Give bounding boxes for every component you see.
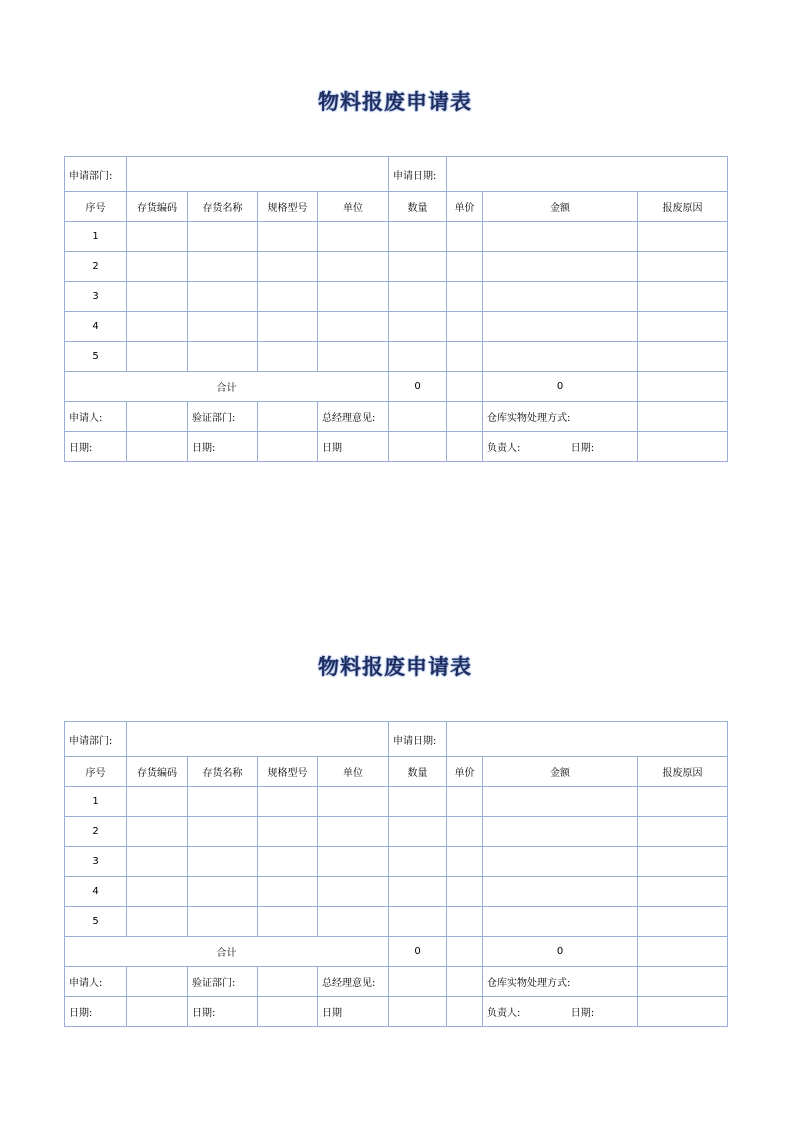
apply-date-field[interactable] — [447, 157, 728, 192]
cell-unit-price[interactable] — [447, 847, 483, 877]
cell-item-code[interactable] — [127, 877, 188, 907]
gm-date-label: 日期 — [318, 432, 389, 462]
row-number: 5 — [65, 342, 127, 372]
total-amount: 0 — [483, 372, 638, 402]
apply-info-row — [65, 157, 728, 192]
table-row — [65, 222, 728, 252]
cell-item-name[interactable] — [188, 282, 258, 312]
row-number: 2 — [65, 817, 127, 847]
total-amount: 0 — [483, 937, 638, 967]
verify-date-label: 日期: — [188, 432, 258, 462]
cell-spec[interactable] — [258, 787, 318, 817]
gm-opinion-field-extra[interactable] — [447, 967, 483, 997]
cell-quantity[interactable] — [389, 877, 447, 907]
table-row — [65, 312, 728, 342]
header-spec: 规格型号 — [258, 757, 318, 787]
cell-unit-price[interactable] — [447, 282, 483, 312]
cell-unit[interactable] — [318, 787, 389, 817]
cell-reason[interactable] — [638, 342, 728, 372]
cell-unit-price[interactable] — [447, 342, 483, 372]
row-number: 4 — [65, 877, 127, 907]
responsible-cell — [483, 432, 638, 462]
total-quantity: 0 — [389, 937, 447, 967]
header-unit: 单位 — [318, 757, 389, 787]
table-row — [65, 907, 728, 937]
apply-dept-label: 申请部门: — [65, 722, 127, 757]
total-row — [65, 372, 728, 402]
cell-unit-price[interactable] — [447, 252, 483, 282]
responsible-label: 负责人: — [487, 443, 521, 454]
cell-reason[interactable] — [638, 847, 728, 877]
table-row — [65, 787, 728, 817]
apply-date-label: 申请日期: — [389, 157, 447, 192]
header-amount: 金额 — [483, 192, 638, 222]
apply-dept-field[interactable] — [127, 722, 389, 757]
approval-row — [65, 402, 728, 432]
cell-unit[interactable] — [318, 907, 389, 937]
cell-unit-price[interactable] — [447, 222, 483, 252]
total-reason — [638, 937, 728, 967]
cell-unit-price[interactable] — [447, 877, 483, 907]
cell-unit-price[interactable] — [447, 907, 483, 937]
table-row — [65, 282, 728, 312]
cell-unit-price[interactable] — [447, 817, 483, 847]
form-table — [64, 156, 728, 462]
warehouse-date-label: 日期: — [570, 1008, 595, 1019]
cell-unit-price[interactable] — [447, 787, 483, 817]
cell-reason[interactable] — [638, 877, 728, 907]
cell-reason[interactable] — [638, 252, 728, 282]
cell-item-code[interactable] — [127, 907, 188, 937]
row-number: 1 — [65, 787, 127, 817]
cell-quantity[interactable] — [389, 222, 447, 252]
cell-unit[interactable] — [318, 817, 389, 847]
header-item-name: 存货名称 — [188, 757, 258, 787]
applicant-field[interactable] — [127, 967, 188, 997]
applicant-date-label: 日期: — [65, 997, 127, 1027]
warehouse-date-label: 日期: — [570, 443, 595, 454]
header-unit: 单位 — [318, 192, 389, 222]
cell-spec[interactable] — [258, 222, 318, 252]
form-title: 物料报废申请表 — [318, 655, 472, 679]
warehouse-date-field[interactable] — [638, 432, 728, 462]
gm-date-field-extra[interactable] — [447, 432, 483, 462]
cell-unit[interactable] — [318, 342, 389, 372]
verify-date-field[interactable] — [258, 997, 318, 1027]
cell-spec[interactable] — [258, 342, 318, 372]
cell-spec[interactable] — [258, 817, 318, 847]
apply-dept-label: 申请部门: — [65, 157, 127, 192]
cell-item-name[interactable] — [188, 907, 258, 937]
cell-item-code[interactable] — [127, 817, 188, 847]
total-quantity: 0 — [389, 372, 447, 402]
form-table — [64, 721, 728, 1027]
applicant-date-field[interactable] — [127, 432, 188, 462]
cell-amount[interactable] — [483, 877, 638, 907]
applicant-label: 申请人: — [65, 967, 127, 997]
total-label: 合计 — [65, 372, 389, 402]
total-row — [65, 937, 728, 967]
cell-item-code[interactable] — [127, 222, 188, 252]
cell-item-code[interactable] — [127, 252, 188, 282]
header-item-code: 存货编码 — [127, 192, 188, 222]
cell-reason[interactable] — [638, 312, 728, 342]
cell-quantity[interactable] — [389, 252, 447, 282]
cell-unit[interactable] — [318, 222, 389, 252]
verify-date-field[interactable] — [258, 432, 318, 462]
cell-unit[interactable] — [318, 252, 389, 282]
date-row — [65, 432, 728, 462]
warehouse-handling-field[interactable] — [638, 402, 728, 432]
header-row — [65, 757, 728, 787]
gm-date-field[interactable] — [389, 997, 447, 1027]
cell-amount[interactable] — [483, 282, 638, 312]
date-row — [65, 997, 728, 1027]
responsible-label: 负责人: — [487, 1008, 521, 1019]
table-row — [65, 252, 728, 282]
gm-opinion-label: 总经理意见: — [318, 402, 389, 432]
cell-reason[interactable] — [638, 817, 728, 847]
cell-amount[interactable] — [483, 222, 638, 252]
cell-unit[interactable] — [318, 877, 389, 907]
cell-reason[interactable] — [638, 222, 728, 252]
header-unit-price: 单价 — [447, 192, 483, 222]
responsible-cell — [483, 997, 638, 1027]
verify-dept-label: 验证部门: — [188, 402, 258, 432]
table-row — [65, 847, 728, 877]
header-spec: 规格型号 — [258, 192, 318, 222]
header-item-name: 存货名称 — [188, 192, 258, 222]
header-amount: 金额 — [483, 757, 638, 787]
cell-reason[interactable] — [638, 787, 728, 817]
applicant-label: 申请人: — [65, 402, 127, 432]
header-seq: 序号 — [65, 192, 127, 222]
verify-dept-label: 验证部门: — [188, 967, 258, 997]
header-unit-price: 单价 — [447, 757, 483, 787]
cell-unit[interactable] — [318, 282, 389, 312]
total-reason — [638, 372, 728, 402]
header-item-code: 存货编码 — [127, 757, 188, 787]
cell-spec[interactable] — [258, 877, 318, 907]
cell-item-name[interactable] — [188, 252, 258, 282]
verify-date-label: 日期: — [188, 997, 258, 1027]
cell-item-code[interactable] — [127, 342, 188, 372]
cell-item-code[interactable] — [127, 847, 188, 877]
total-label: 合计 — [65, 937, 389, 967]
header-seq: 序号 — [65, 757, 127, 787]
apply-date-field[interactable] — [447, 722, 728, 757]
cell-item-name[interactable] — [188, 222, 258, 252]
gm-opinion-field-extra[interactable] — [447, 402, 483, 432]
cell-spec[interactable] — [258, 907, 318, 937]
apply-date-label: 申请日期: — [389, 722, 447, 757]
cell-unit[interactable] — [318, 312, 389, 342]
warehouse-handling-field[interactable] — [638, 967, 728, 997]
row-number: 1 — [65, 222, 127, 252]
gm-date-label: 日期 — [318, 997, 389, 1027]
table-row — [65, 342, 728, 372]
cell-unit[interactable] — [318, 847, 389, 877]
warehouse-handling-label: 仓库实物处理方式: — [483, 967, 638, 997]
applicant-date-label: 日期: — [65, 432, 127, 462]
cell-quantity[interactable] — [389, 787, 447, 817]
row-number: 3 — [65, 282, 127, 312]
cell-spec[interactable] — [258, 282, 318, 312]
header-reason: 报废原因 — [638, 757, 728, 787]
cell-item-name[interactable] — [188, 817, 258, 847]
cell-amount[interactable] — [483, 342, 638, 372]
gm-date-field-extra[interactable] — [447, 997, 483, 1027]
cell-item-name[interactable] — [188, 342, 258, 372]
applicant-date-field[interactable] — [127, 997, 188, 1027]
row-number: 4 — [65, 312, 127, 342]
gm-opinion-field[interactable] — [389, 967, 447, 997]
total-unit-price — [447, 372, 483, 402]
gm-opinion-label: 总经理意见: — [318, 967, 389, 997]
cell-item-code[interactable] — [127, 787, 188, 817]
row-number: 5 — [65, 907, 127, 937]
form-title: 物料报废申请表 — [318, 90, 472, 114]
cell-reason[interactable] — [638, 282, 728, 312]
cell-quantity[interactable] — [389, 817, 447, 847]
warehouse-date-field[interactable] — [638, 997, 728, 1027]
table-row — [65, 877, 728, 907]
cell-item-name[interactable] — [188, 312, 258, 342]
applicant-field[interactable] — [127, 402, 188, 432]
cell-unit-price[interactable] — [447, 312, 483, 342]
apply-info-row — [65, 722, 728, 757]
cell-item-code[interactable] — [127, 282, 188, 312]
cell-quantity[interactable] — [389, 312, 447, 342]
verify-dept-field[interactable] — [258, 967, 318, 997]
cell-amount[interactable] — [483, 907, 638, 937]
total-unit-price — [447, 937, 483, 967]
cell-amount[interactable] — [483, 847, 638, 877]
header-quantity: 数量 — [389, 757, 447, 787]
cell-amount[interactable] — [483, 312, 638, 342]
cell-item-code[interactable] — [127, 312, 188, 342]
cell-quantity[interactable] — [389, 907, 447, 937]
cell-spec[interactable] — [258, 252, 318, 282]
header-row — [65, 192, 728, 222]
header-reason: 报废原因 — [638, 192, 728, 222]
cell-item-name[interactable] — [188, 877, 258, 907]
cell-reason[interactable] — [638, 907, 728, 937]
verify-dept-field[interactable] — [258, 402, 318, 432]
gm-date-field[interactable] — [389, 432, 447, 462]
row-number: 3 — [65, 847, 127, 877]
cell-quantity[interactable] — [389, 282, 447, 312]
cell-amount[interactable] — [483, 787, 638, 817]
approval-row — [65, 967, 728, 997]
apply-dept-field[interactable] — [127, 157, 389, 192]
header-quantity: 数量 — [389, 192, 447, 222]
cell-spec[interactable] — [258, 847, 318, 877]
cell-spec[interactable] — [258, 312, 318, 342]
gm-opinion-field[interactable] — [389, 402, 447, 432]
table-row — [65, 817, 728, 847]
cell-item-name[interactable] — [188, 847, 258, 877]
cell-amount[interactable] — [483, 252, 638, 282]
cell-quantity[interactable] — [389, 847, 447, 877]
warehouse-handling-label: 仓库实物处理方式: — [483, 402, 638, 432]
cell-quantity[interactable] — [389, 342, 447, 372]
cell-amount[interactable] — [483, 817, 638, 847]
row-number: 2 — [65, 252, 127, 282]
cell-item-name[interactable] — [188, 787, 258, 817]
